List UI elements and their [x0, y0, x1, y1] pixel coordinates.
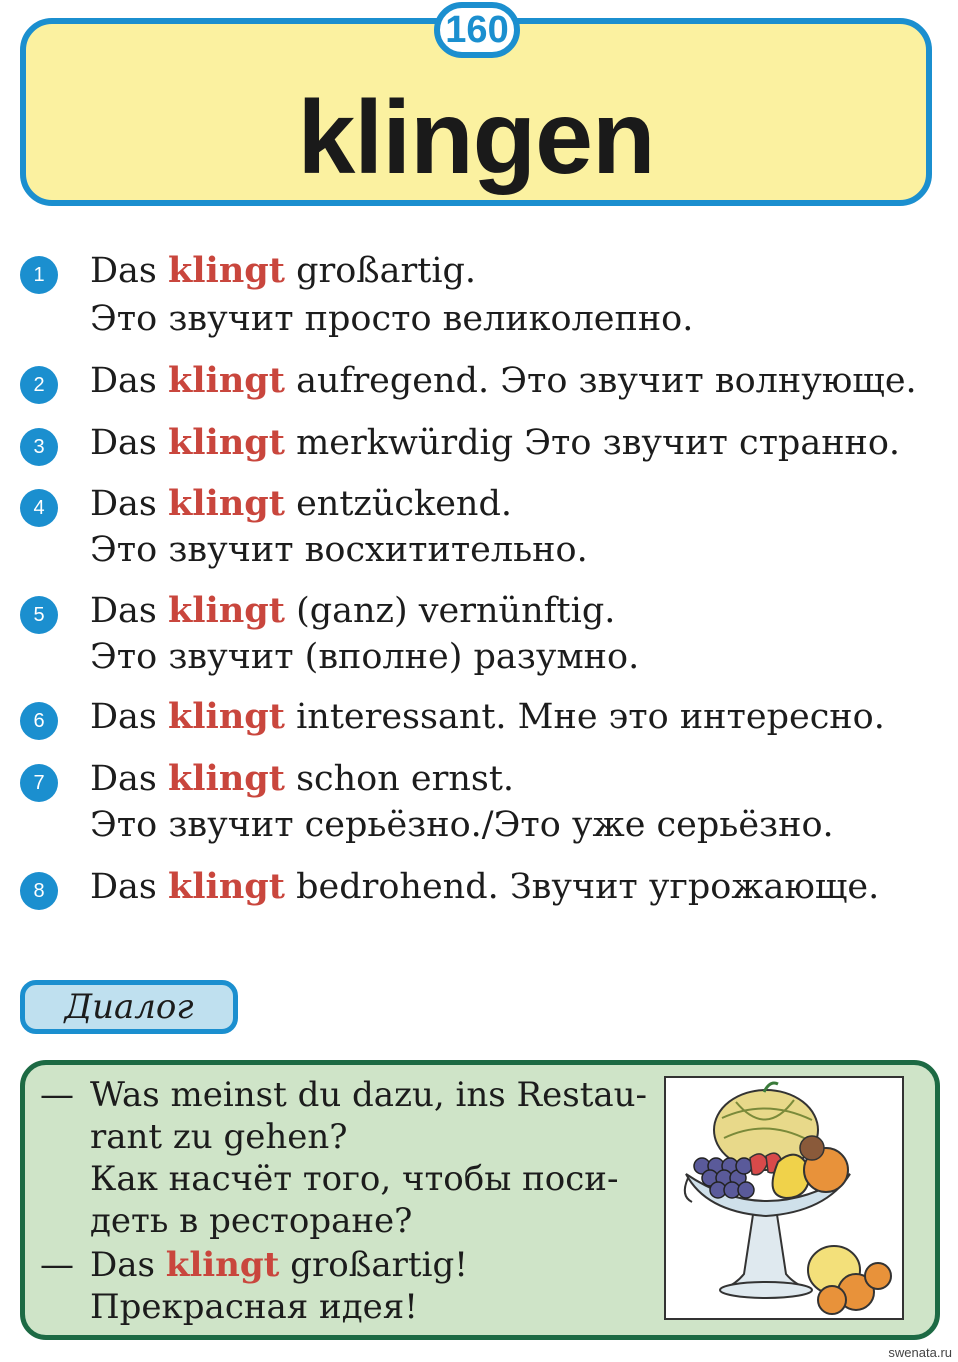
- example-line: Das klingt aufregend. Это звучит волнующе.: [90, 360, 917, 401]
- dialog-dash: —: [40, 1075, 74, 1115]
- example-translation: Это звучит серьёзно./Это уже серьёзно.: [90, 805, 834, 845]
- keyword: klingt: [168, 696, 285, 737]
- dialog-dash: —: [40, 1245, 74, 1285]
- example-line: Das klingt (ganz) vernünftig.: [90, 590, 616, 631]
- card-number-badge: 160: [434, 2, 520, 58]
- dialog-tab: Диалог: [20, 980, 238, 1034]
- example-translation: Это звучит (вполне) разумно.: [90, 637, 640, 677]
- example-number: 7: [20, 764, 58, 802]
- example-translation: Это звучит просто великолепно.: [90, 299, 694, 339]
- keyword: klingt: [168, 360, 285, 401]
- headword: klingen: [297, 80, 655, 196]
- example-line: Das klingt bedrohend. Звучит угрожающе.: [90, 866, 880, 907]
- example-number: 4: [20, 489, 58, 527]
- watermark: swenata.ru: [888, 1345, 952, 1360]
- example-translation: Это звучит восхитительно.: [90, 530, 588, 570]
- example-number: 3: [20, 428, 58, 466]
- example-line: Das klingt merkwürdig Это звучит странно.: [90, 422, 901, 463]
- dialog-line: Как насчёт того, чтобы поси-: [90, 1159, 619, 1199]
- keyword: klingt: [168, 590, 285, 631]
- dialog-line: Was meinst du dazu, ins Restau-: [90, 1075, 648, 1115]
- keyword: klingt: [168, 483, 285, 524]
- example-number: 5: [20, 596, 58, 634]
- keyword: klingt: [168, 250, 285, 291]
- dialog-line: Das klingt großartig!: [90, 1245, 468, 1285]
- keyword: klingt: [168, 758, 285, 799]
- example-number: 6: [20, 702, 58, 740]
- example-number: 1: [20, 256, 58, 294]
- example-number: 2: [20, 366, 58, 404]
- example-line: Das klingt entzückend.: [90, 483, 512, 524]
- keyword: klingt: [168, 422, 285, 463]
- dialog-line: Прекрасная идея!: [90, 1287, 418, 1327]
- fruit-bowl-icon: [666, 1078, 902, 1318]
- keyword: klingt: [168, 866, 285, 907]
- dialog-line: деть в ресторане?: [90, 1201, 413, 1241]
- example-number: 8: [20, 872, 58, 910]
- fruit-bowl-illustration: [664, 1076, 904, 1320]
- dialog-line: rant zu gehen?: [90, 1117, 348, 1157]
- example-line: Das klingt interessant. Мне это интересно.: [90, 696, 885, 737]
- example-line: Das klingt schon ernst.: [90, 758, 515, 799]
- example-line: Das klingt großartig.: [90, 250, 477, 291]
- keyword: klingt: [165, 1245, 280, 1285]
